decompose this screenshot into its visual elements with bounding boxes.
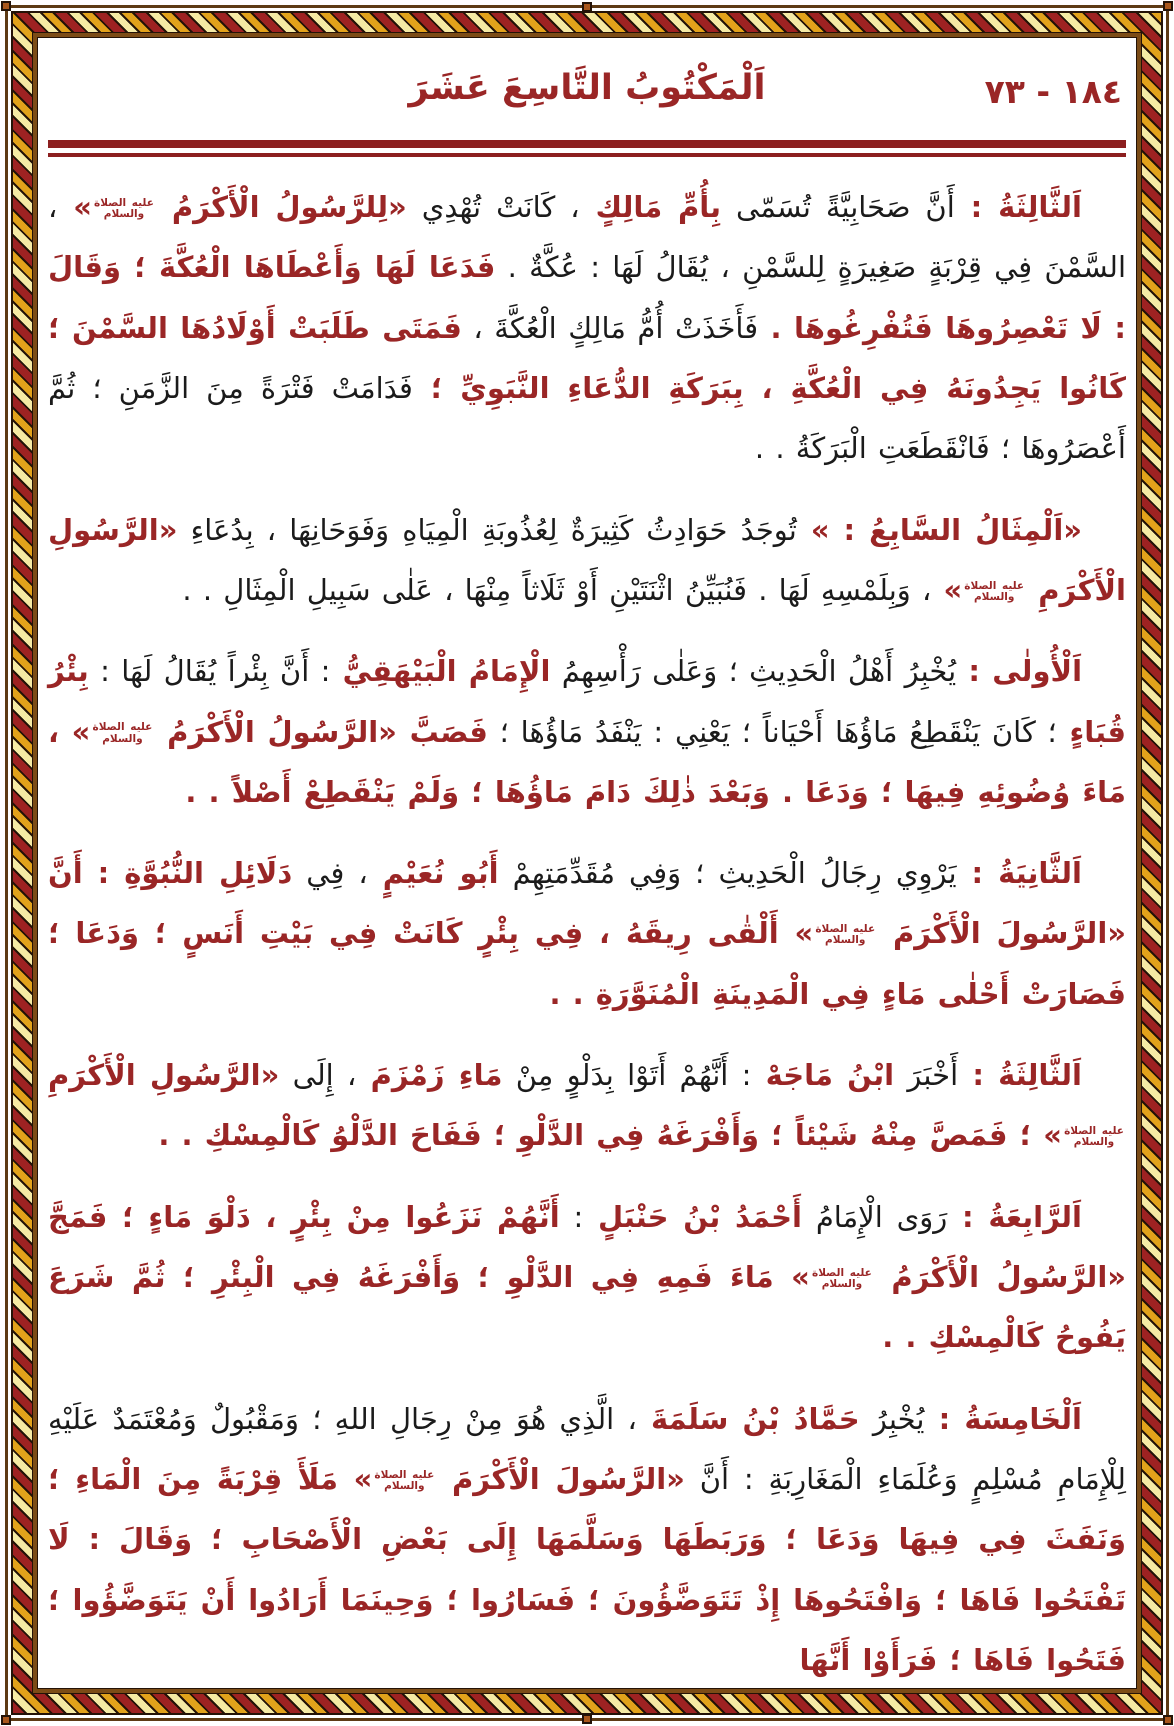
divider-thick-line [48,140,1126,148]
text-segment: » [931,572,963,607]
frame-corner-knob [1163,1,1173,11]
paragraph [48,641,1126,822]
text-segment: : [559,1199,584,1234]
text-segment: اَلثَّالِثَةُ : [958,1058,1082,1093]
text-segment: يُخْبِرُ [859,1401,925,1436]
text-segment: ابْنُ مَاجَهْ [751,1058,895,1093]
page-title: اَلْمَكْتُوبُ التَّاسِعَ عَشَرَ [408,68,766,108]
text-segment: أَحْمَدُ بْنُ حَنْبَلٍ [583,1199,802,1234]
text-segment: ، فِي [292,856,368,891]
paragraph [48,1187,1126,1368]
text-segment: تُوجَدُ حَوَادِثُ كَثِيرَةٌ لِعُذُوبَةِ الْمِيَاهِ وَفَوَحَانِهَا ، بِدُعَاءِ [177,512,797,547]
text-segment: «الرَّسُولِ الْأَكْرَمِ [48,1058,280,1093]
text-segment: اَلثَّالِثَةُ : [954,190,1082,224]
text-segment: «الرَّسُولَ الْأَكْرَمَ [436,1461,685,1496]
text-segment: دَلَائِلِ النُّبُوَّةِ : أَنَّ «الرَّسُولَ الْأَكْرَمَ [48,856,1126,951]
text-segment: أَخْبَرَ [894,1058,959,1093]
text-segment: بِأُمِّ مَالِكٍ [579,190,722,224]
text-segment: ، كَانَتْ تُهْدِي [406,190,580,224]
text-segment: ، السَّمْنَ فِي قِرْبَةٍ صَغِيرَةٍ لِلسَّمْنِ ، يُقَالُ لَهَا : عُكَّةٌ . [48,190,1126,285]
text-segment: » مَلَأَ قِرْبَةً مِنَ الْمَاءِ ؛ وَنَفَثَ فِي فِيهَا وَدَعَا ؛ وَرَبَطَهَا وَسَلَّمَهَا إِلَى بَعْضِ الْأَصْحَابِ ؛ وَقَالَ : لَا تَفْتَحُوا فَاهَا ؛ وَافْتَحُوهَا إِذْ تَتَوَضَّؤُونَ ؛ فَسَارُوا ؛ وَحِينَمَا أَرَادُوا أَنْ يَتَوَضَّؤُوا ؛ فَتَحُوا فَاهَا ؛ فَرَأَوْا أَنَّهَا [48,1461,1126,1677]
text-segment: «اَلْمِثَالُ السَّابِعُ : » [796,512,1082,547]
text-segment: فَصَبَّ «الرَّسُولُ الْأَكْرَمُ [154,714,488,749]
paragraph [48,500,1126,621]
text-segment: ، الَّذِي هُوَ مِنْ رِجَالِ اللهِ ؛ وَمَقْبُولٌ وَمُعْتَمَدٌ عَلَيْهِ لِلْإِمَامِ مُسْلِمٍ وَعُلَمَاءِ الْمَغَارِبَةِ : أَنَّ [48,1401,1126,1496]
text-segment: «الرَّسُولِ الْأَكْرَمِ [48,512,1126,607]
frame-center-knob [582,1714,592,1724]
frame-center-knob [582,2,592,12]
frame-corner-knob [1163,1715,1173,1725]
salawat-seal: عليه الصلاة والسلام [815,923,876,947]
text-segment: ؛ كَانَ يَنْقَطِعُ مَاؤُهَا أَحْيَاناً ؛ يَعْنِي : يَنْفَدُ مَاؤُهَا ؛ [487,714,1057,749]
text-segment: ، إِلَى [279,1058,357,1093]
text-segment: » [57,190,92,224]
salawat-seal: عليه الصلاة والسلام [92,721,153,745]
text-segment: اَلثَّانِيَةُ : [956,856,1082,891]
text-segment: أَنَّهُمْ نَزَعُوا مِنْ بِئْرٍ ، دَلْوَ مَاءٍ ؛ فَمَجَّ «الرَّسُولُ الْأَكْرَمُ [48,1199,1127,1294]
salawat-seal: عليه الصلاة والسلام [964,579,1025,603]
salawat-seal: عليه الصلاة والسلام [1064,1125,1124,1149]
text-segment: «لِلرَّسُولُ الْأَكْرَمُ [155,190,407,224]
text-segment: : أَنَّهُمْ أَتَوْا بِدَلْوٍ مِنْ [502,1058,752,1093]
salawat-seal: عليه الصلاة والسلام [374,1468,435,1492]
text-segment: رَوَى الْإِمَامُ [801,1199,948,1234]
paragraph [48,843,1126,1024]
page-content [48,40,1126,1686]
text-segment: » ، مَاءَ وُضُوئِهِ فِيهَا ؛ وَدَعَا . وَبَعْدَ ذٰلِكَ دَامَ مَاؤُهَا ؛ وَلَمْ يَنْقَطِعْ أَصْلاً . . [48,714,1126,809]
text-segment: يُخْبِرُ أَهْلُ الْحَدِيثِ ؛ وَعَلٰى رَأْسِهِمُ [550,654,957,689]
text-segment: فَمَتَى طَلَبَتْ أَوْلَادُهَا السَّمْنَ ؛ كَانُوا يَجِدُونَهُ فِي الْعُكَّةِ ، بِبَرَكَةِ الدُّعَاءِ النَّبَوِيِّ ؛ [48,310,1126,405]
paragraph [48,1389,1126,1691]
text-segment: يَرْوِي رِجَالُ الْحَدِيثِ ؛ وَفِي مُقَدِّمَتِهِمْ [498,856,957,891]
page-number: ١٨٤ - ٧٣ [984,72,1122,111]
text-segment: ، وَبِلَمْسِهِ لَهَا . فَنُبَيِّنُ اثْنَتَيْنِ أَوْ ثَلَاثاً مِنْهَا ، عَلٰى سَبِيلِ الْمِثَالِ . . [182,572,932,607]
text-segment: » أَلْقٰى رِيقَهُ ، فِي بِئْرٍ كَانَتْ فِي بَيْتِ أَنَسٍ ؛ وَدَعَا ؛ فَصَارَتْ أَحْلٰى مَاءٍ فِي الْمَدِينَةِ الْمُنَوَّرَةِ . . [48,916,1126,1011]
paragraph [48,177,1126,479]
frame-corner-knob [1,1715,11,1725]
text-segment: اَلْأُولٰى : [956,654,1083,689]
text-segment: فَدَامَتْ فَتْرَةً مِنَ الزَّمَنِ ؛ ثُمَّ أَعْصَرُوهَا ؛ فَانْقَطَعَتِ الْبَرَكَةُ . . [48,370,1126,466]
divider-thin-line [48,153,1126,157]
text-segment: مَاءِ زَمْزَمَ [356,1058,503,1093]
text-segment: أَنَّ صَحَابِيَّةً تُسَمّى [721,190,955,224]
frame-corner-knob [1,1,11,11]
paragraph [48,1045,1126,1166]
text-segment: : أَنَّ بِئْراً يُقَالُ لَهَا : [88,654,331,689]
text-segment: حَمَّادُ بْنُ سَلَمَةَ [636,1401,860,1436]
text-segment: أَبُو نُعَيْمٍ [367,856,499,891]
text-segment: فَأَخَذَتْ أُمُّ مَالِكٍ الْعُكَّةَ ، [461,310,759,345]
text-segment: بِئْرُ قُبَاءٍ [48,654,1126,749]
salawat-seal: عليه الصلاة والسلام [94,196,154,220]
title-divider [48,140,1126,157]
text-segment: اَلرَّابِعَةُ : [947,1199,1082,1234]
text-segment: فَدَعَا لَهَا وَأَعْطَاهَا الْعُكَّةَ ؛ وَقَالَ : لَا تَعْصِرُوهَا فَتُفْرِغُوهَا . [48,250,1126,345]
body-text [48,177,1126,1690]
text-segment: » ؛ فَمَصَّ مِنْهُ شَيْئاً ؛ وَأَفْرَغَهُ فِي الدَّلْوِ ؛ فَفَاحَ الدَّلْوُ كَالْمِسْكِ . . [158,1118,1062,1153]
text-segment: اَلْخَامِسَةُ : [924,1401,1082,1436]
text-segment: » مَاءَ فَمِهِ فِي الدَّلْوِ ؛ وَأَفْرَغَهُ فِي الْبِئْرِ ؛ ثُمَّ شَرَعَ يَفُوحُ كَالْمِسْكِ . . [48,1260,1126,1355]
salawat-seal: عليه الصلاة والسلام [812,1266,872,1290]
text-segment: الْإِمَامُ الْبَيْهَقِيُّ [330,654,551,689]
page-header [48,68,1126,130]
